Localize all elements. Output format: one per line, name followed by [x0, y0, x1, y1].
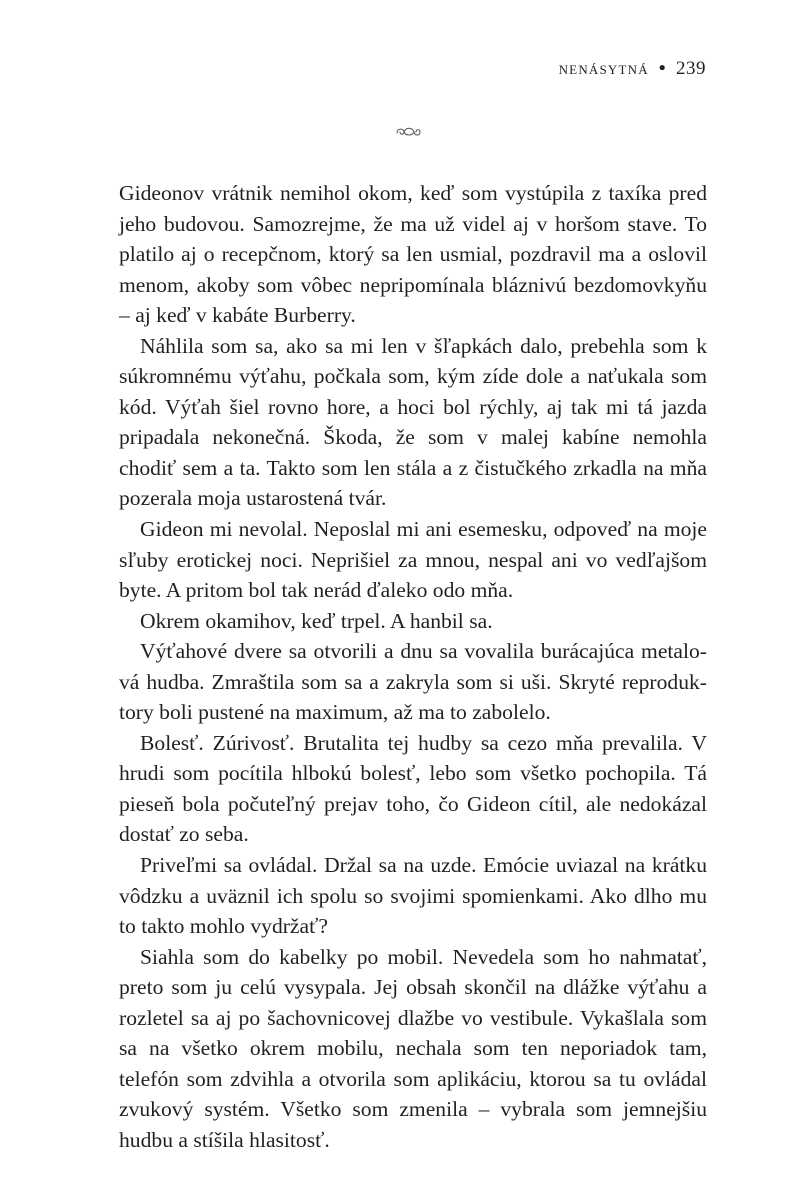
paragraph-2: Náhlila som sa, ako sa mi len v šľapkách dalo, prebehla som k súkromnému výťahu, počkala som, kým zíde dole a naťukala som kód. Výťah šiel rovno hore, a hoci bol rýchly, aj tak mi tá jazda pripadala nekonečná. Škoda, že som v malej kabíne nemohla chodiť sem a ta. Takto som len stála a z čistučkého zrkadla na mňa pozerala moja ustarostená tvár.: [119, 333, 707, 511]
paragraph-1: Gideonov vrátnik nemihol okom, keď som vystúpila z taxíka pred jeho budovou. Samozrejme, že ma už videl aj v horšom stave. To platilo aj o recepčnom, ktorý sa len usmial, pozdravil ma a oslovil menom, akoby som vôbec nepripomínala bláznivú bezdomovkyňu – aj keď v kabáte Burberry.: [119, 181, 707, 328]
swirl-ornament-icon: [394, 124, 424, 140]
paragraph-4: Okrem okamihov, keď trpel. A hanbil sa.: [140, 608, 493, 633]
paragraph-5: Výťahové dvere sa otvorili a dnu sa vovalila burácajúca metalová hudba. Zmraštila som sa a zakryla som si uši. Skryté reproduktory boli pustené na maximum, až ma to zabolelo.: [119, 639, 707, 725]
page-number: 239: [676, 58, 706, 79]
paragraph-3: Gideon mi nevolal. Neposlal mi ani esemesku, odpoveď na moje sľuby erotickej noci. Neprišiel za mnou, nespal ani vo vedľajšom byte. A pritom bol tak nerád ďaleko odo mňa.: [119, 517, 707, 603]
paragraph-7: Priveľmi sa ovládal. Držal sa na uzde. Emócie uviazal na krátku vôdzku a uväznil ich spolu so svojimi spomienkami. Ako dlho mu to takto mohlo vydržať?: [119, 853, 707, 939]
body-text: [119, 178, 707, 1156]
paragraph-6: Bolesť. Zúrivosť. Brutalita tej hudby sa cezo mňa prevalila. V hrudi som pocítila hlbokú bolesť, lebo som všetko pochopila. Tá pieseň bola počuteľný prejav toho, čo Gideon cítil, ale nedokázal dostať zo seba.: [119, 730, 707, 847]
book-title: nenásytná: [558, 58, 649, 79]
running-header: [559, 58, 706, 80]
paragraph-8: Siahla som do kabelky po mobil. Nevedela som ho nahmatať, preto som ju celú vysypala. Jej obsah skončil na dlážke výťahu a rozletel sa aj po šachovnicovej dlažbe vo vestibule. Vykašlala som sa na všetko okrem mobilu, nechala som ten neporiadok tam, telefón som zdvihla a otvorila som aplikáciu, ktorou sa tu ovládal zvukový systém. Všetko som zmenila – vybrala som jemnejšiu hudbu a stíšila hlasitosť.: [119, 944, 707, 1152]
header-separator: •: [658, 58, 666, 79]
